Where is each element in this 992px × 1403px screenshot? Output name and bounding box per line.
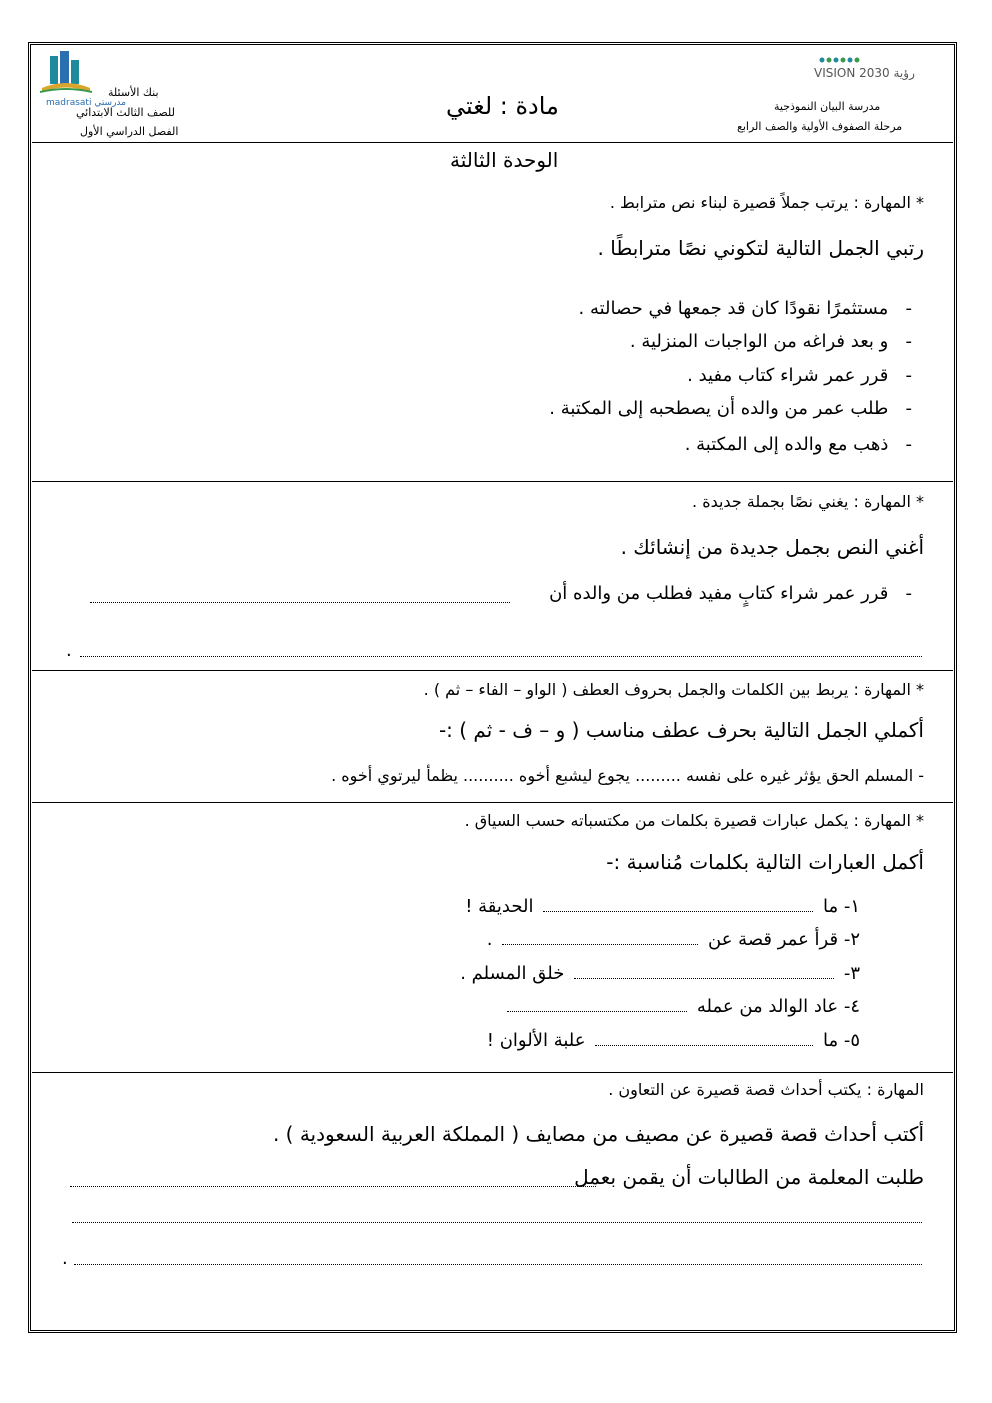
- s1-item-4: - طلب عمر من والده أن يصطحبه إلى المكتبة .: [549, 398, 912, 419]
- madrasati-logo-icon: [36, 48, 96, 100]
- s2-end-mark: .: [66, 640, 72, 661]
- s5-answer-line-3[interactable]: [74, 1264, 922, 1265]
- school-name: مدرسة البيان النموذجية: [774, 100, 881, 113]
- s2-item: - قرر عمر شراء كتابٍ مفيد فطلب من والده أن: [549, 583, 912, 604]
- s2-answer-line-2[interactable]: [80, 656, 922, 657]
- s2-instruction: أغني النص بجمل جديدة من إنشائك .: [620, 535, 924, 559]
- section-divider-4: [32, 1072, 953, 1073]
- s4-item-4-blank[interactable]: [507, 1011, 687, 1012]
- s4-item-3-blank[interactable]: [574, 978, 834, 979]
- s3-instruction: أكملي الجمل التالية بحرف عطف مناسب ( و – ف - ثم ) :-: [438, 718, 924, 742]
- s5-end-mark: .: [62, 1248, 68, 1269]
- section-divider-3: [32, 802, 953, 803]
- s5-instruction: أكتب أحداث قصة قصيرة عن مصيف من مصايف ( المملكة العربية السعودية ) .: [272, 1122, 924, 1146]
- s5-start: طلبت المعلمة من الطالبات أن يقمن بعمل: [574, 1165, 924, 1189]
- s4-skill: * المهارة : يكمل عبارات قصيرة بكلمات من مكتسباته حسب السياق .: [464, 811, 924, 830]
- subject-title: مادة : لغتي: [446, 92, 559, 120]
- s1-item-1: - مستثمرًا نقودًا كان قد جمعها في حصالته .: [578, 298, 912, 319]
- vision-text: رؤية VISION 2030: [814, 66, 915, 80]
- s4-item-5-blank[interactable]: [595, 1045, 813, 1046]
- s5-answer-line-2[interactable]: [72, 1222, 922, 1223]
- s1-item-2: - و بعد فراغه من الواجبات المنزلية .: [629, 331, 912, 352]
- unit-title: الوحدة الثالثة: [450, 148, 559, 172]
- s5-skill: المهارة : يكتب أحداث قصة قصيرة عن التعاون .: [608, 1080, 924, 1099]
- s4-item-2-blank[interactable]: [502, 944, 698, 945]
- section-divider-1: [32, 481, 953, 482]
- section-divider-2: [32, 670, 953, 671]
- header-left-line-3: الفصل الدراسي الأول: [80, 125, 179, 138]
- s1-skill: * المهارة : يرتب جملاً قصيرة لبناء نص مترابط .: [609, 193, 924, 212]
- s1-instruction: رتبي الجمل التالية لتكوني نصًا مترابطًا .: [597, 236, 924, 260]
- school-stage: مرحلة الصفوف الأولية والصف الرابع: [737, 120, 903, 133]
- s1-item-3: - قرر عمر شراء كتاب مفيد .: [687, 365, 912, 386]
- s4-item-2: ٢- قرأ عمر قصة عن .: [486, 929, 860, 950]
- s2-answer-line-1[interactable]: [90, 602, 510, 603]
- s4-instruction: أكمل العبارات التالية بكلمات مُناسبة :-: [606, 850, 924, 874]
- s4-item-5: ٥- ما علبة الألوان !: [486, 1030, 860, 1051]
- header-left-line-1: بنك الأسئلة: [108, 86, 159, 99]
- s3-skill: * المهارة : يربط بين الكلمات والجمل بحروف العطف ( الواو – الفاء – ثم ) .: [423, 680, 924, 699]
- s4-item-1-blank[interactable]: [543, 911, 813, 912]
- s1-item-5: - ذهب مع والده إلى المكتبة .: [684, 434, 912, 455]
- header-left-line-2: للصف الثالث الابتدائي: [76, 106, 175, 119]
- s2-skill: * المهارة : يغني نصًا بجملة جديدة .: [692, 492, 924, 511]
- header-divider: [32, 142, 953, 143]
- s5-answer-line-1[interactable]: [70, 1186, 596, 1187]
- s4-item-3: ٣- خلق المسلم .: [460, 963, 860, 984]
- s4-item-4: ٤- عاد الوالد من عمله: [503, 996, 860, 1017]
- s3-sentence[interactable]: - المسلم الحق يؤثر غيره على نفسه ......... يجوع ليشبع أخوه .......... يظمأ ليرتوي أخوه .: [331, 766, 924, 785]
- logo-caption: مدرستي madrasati: [46, 98, 126, 108]
- s4-item-1: ١- ما الحديقة !: [465, 896, 860, 917]
